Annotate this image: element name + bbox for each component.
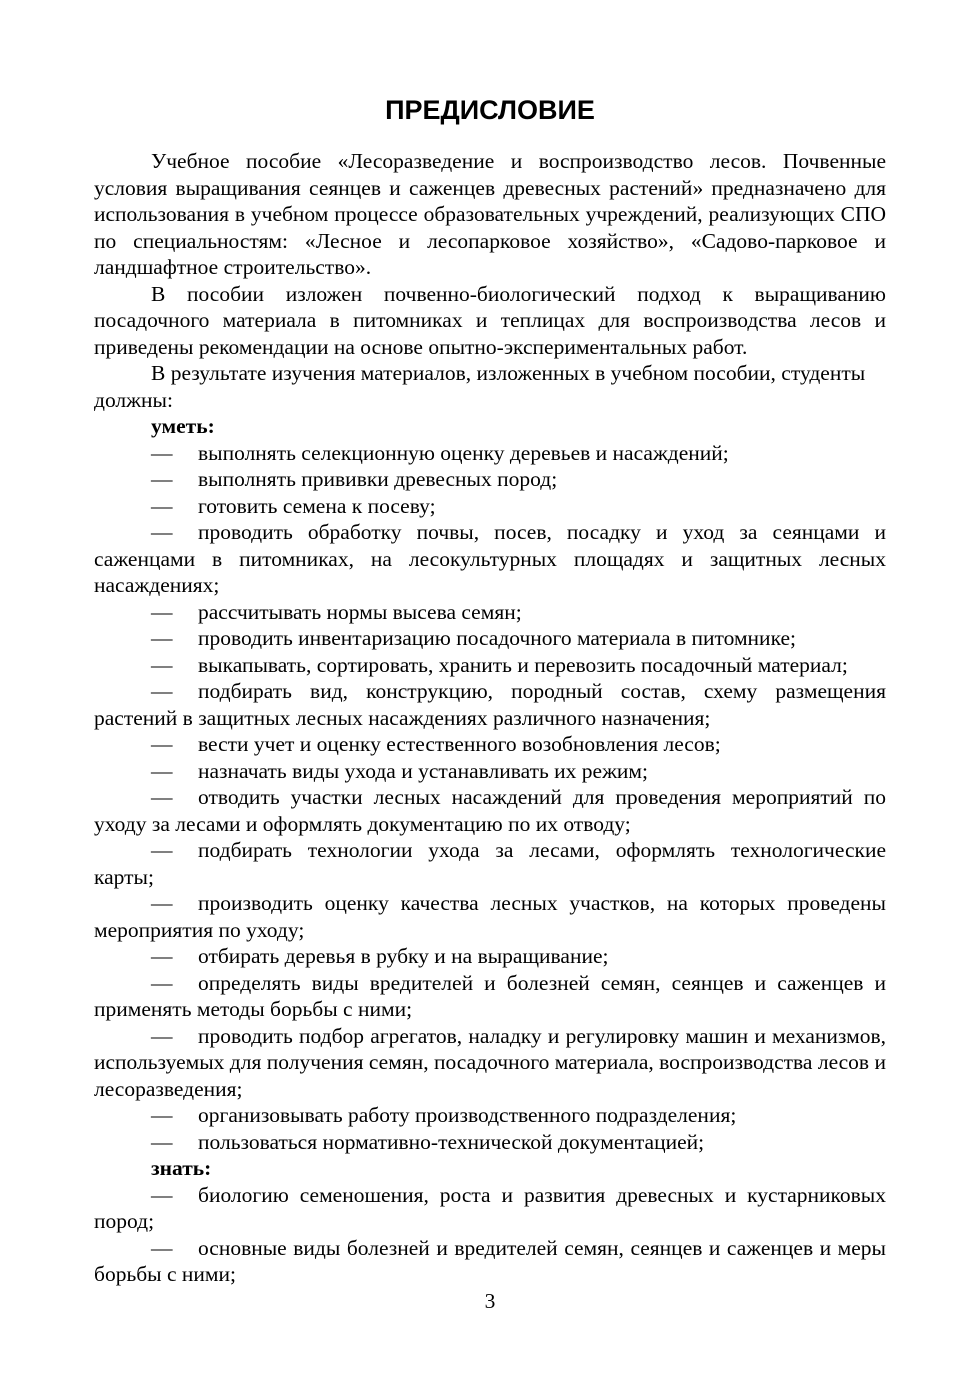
page-number: 3 — [484, 1289, 496, 1313]
dash-marker: — — [151, 493, 173, 518]
dash-marker: — — [151, 785, 173, 809]
dash-marker: — — [151, 652, 173, 677]
list-item — [94, 625, 886, 652]
list-item-text: производить оценку качества лесных участков, на которых проведены мероприятия по уходу; — [94, 891, 886, 942]
list-item-text: готовить семена к посеву; — [198, 493, 436, 518]
list-item-text: подбирать технологии ухода за лесами, оформлять технологические карты; — [94, 838, 886, 889]
list-item-text: биологию семеношения, роста и развития древесных и кустарниковых пород; — [94, 1182, 886, 1233]
dash-marker: — — [151, 440, 173, 465]
list-item — [94, 466, 886, 493]
list-item — [94, 652, 886, 679]
list-item-text: выполнять прививки древесных пород; — [198, 467, 558, 491]
list-item-text: проводить обработку почвы, посев, посадку и уход за сеянцами и саженцами в питомниках, на лесокультурных площадях и защитных лесных насаждениях; — [94, 520, 886, 597]
list-item-text: пользоваться нормативно-технической документацией; — [198, 1129, 705, 1154]
dash-marker: — — [151, 1103, 173, 1127]
list-item — [94, 731, 886, 758]
list-item — [94, 1235, 886, 1288]
preface-body — [94, 148, 886, 1288]
knowledge-label: знать: — [151, 1156, 212, 1180]
list-item-text: назначать виды ухода и устанавливать их режим; — [198, 758, 649, 783]
dash-marker: — — [151, 520, 173, 544]
list-item-text: выкапывать, сортировать, хранить и перевозить посадочный материал; — [198, 652, 848, 677]
list-item — [94, 519, 886, 599]
dash-marker: — — [151, 732, 173, 756]
dash-marker: — — [151, 599, 173, 624]
list-item-text: рассчитывать нормы высева семян; — [198, 599, 522, 624]
list-item — [94, 837, 886, 890]
list-item — [94, 1102, 886, 1129]
list-item-text: проводить подбор агрегатов, наладку и регулировку машин и механизмов, используемых для получения семян, посадочного материала, воспроизводства лесов и лесоразведения; — [94, 1023, 886, 1101]
page-title: ПРЕДИСЛОВИЕ — [385, 95, 595, 125]
list-item-text: организовывать работу производственного подразделения; — [198, 1103, 737, 1127]
list-item — [94, 758, 886, 785]
skills-label: уметь: — [151, 414, 215, 438]
list-item-text: отводить участки лесных насаждений для проведения мероприятий по уходу за лесами и оформлять документацию по их отводу; — [94, 785, 886, 836]
list-item — [94, 784, 886, 837]
list-item-text: основные виды болезней и вредителей семян, сеянцев и саженцев и меры борьбы с ними; — [94, 1235, 886, 1286]
dash-marker: — — [151, 970, 173, 995]
dash-marker: — — [151, 626, 173, 650]
list-item — [94, 1129, 886, 1156]
dash-marker: — — [151, 758, 173, 783]
list-item — [94, 970, 886, 1023]
dash-marker: — — [151, 1023, 173, 1048]
intro-paragraph: В результате изучения материалов, изложенных в учебном пособии, студенты должны: — [94, 361, 866, 412]
list-item-text: вести учет и оценку естественного возобновления лесов; — [198, 732, 721, 756]
list-item-text: выполнять селекционную оценку деревьев и насаждений; — [198, 440, 729, 465]
dash-marker: — — [151, 838, 173, 862]
dash-marker: — — [151, 944, 173, 968]
dash-marker: — — [151, 467, 173, 491]
list-item — [94, 678, 886, 731]
list-item-text: проводить инвентаризацию посадочного материала в питомнике; — [198, 626, 796, 650]
list-item — [94, 1182, 886, 1235]
list-item-text: отбирать деревья в рубку и на выращивание; — [198, 944, 609, 968]
intro-paragraph: В пособии изложен почвенно-биологический подход к выращиванию посадочного материала в питомниках и теплицах для воспроизводства лесов и приведены рекомендации на основе опытно-экспериментальных работ. — [94, 281, 886, 359]
list-item — [94, 1023, 886, 1103]
list-item — [94, 493, 886, 520]
list-item — [94, 599, 886, 626]
list-item-text: подбирать вид, конструкцию, породный состав, схему размещения растений в защитных лесных насаждениях различного назначения; — [94, 679, 886, 730]
list-item — [94, 943, 886, 970]
dash-marker: — — [151, 1182, 173, 1207]
dash-marker: — — [151, 891, 173, 915]
list-item — [94, 440, 886, 467]
list-item — [94, 890, 886, 943]
list-item-text: определять виды вредителей и болезней семян, сеянцев и саженцев и применять методы борьбы с ними; — [94, 970, 886, 1021]
intro-paragraph: Учебное пособие «Лесоразведение и воспроизводство лесов. Почвенные условия выращивания сеянцев и саженцев древесных растений» предназначено для использования в учебном процессе образовательных учреждений, реализующих СПО по специальностям: «Лесное и лесопарковое хозяйство», «Садово-парковое и ландшафтное строительство». — [94, 149, 886, 279]
dash-marker: — — [151, 1129, 173, 1154]
dash-marker: — — [151, 679, 173, 703]
dash-marker: — — [151, 1235, 173, 1260]
